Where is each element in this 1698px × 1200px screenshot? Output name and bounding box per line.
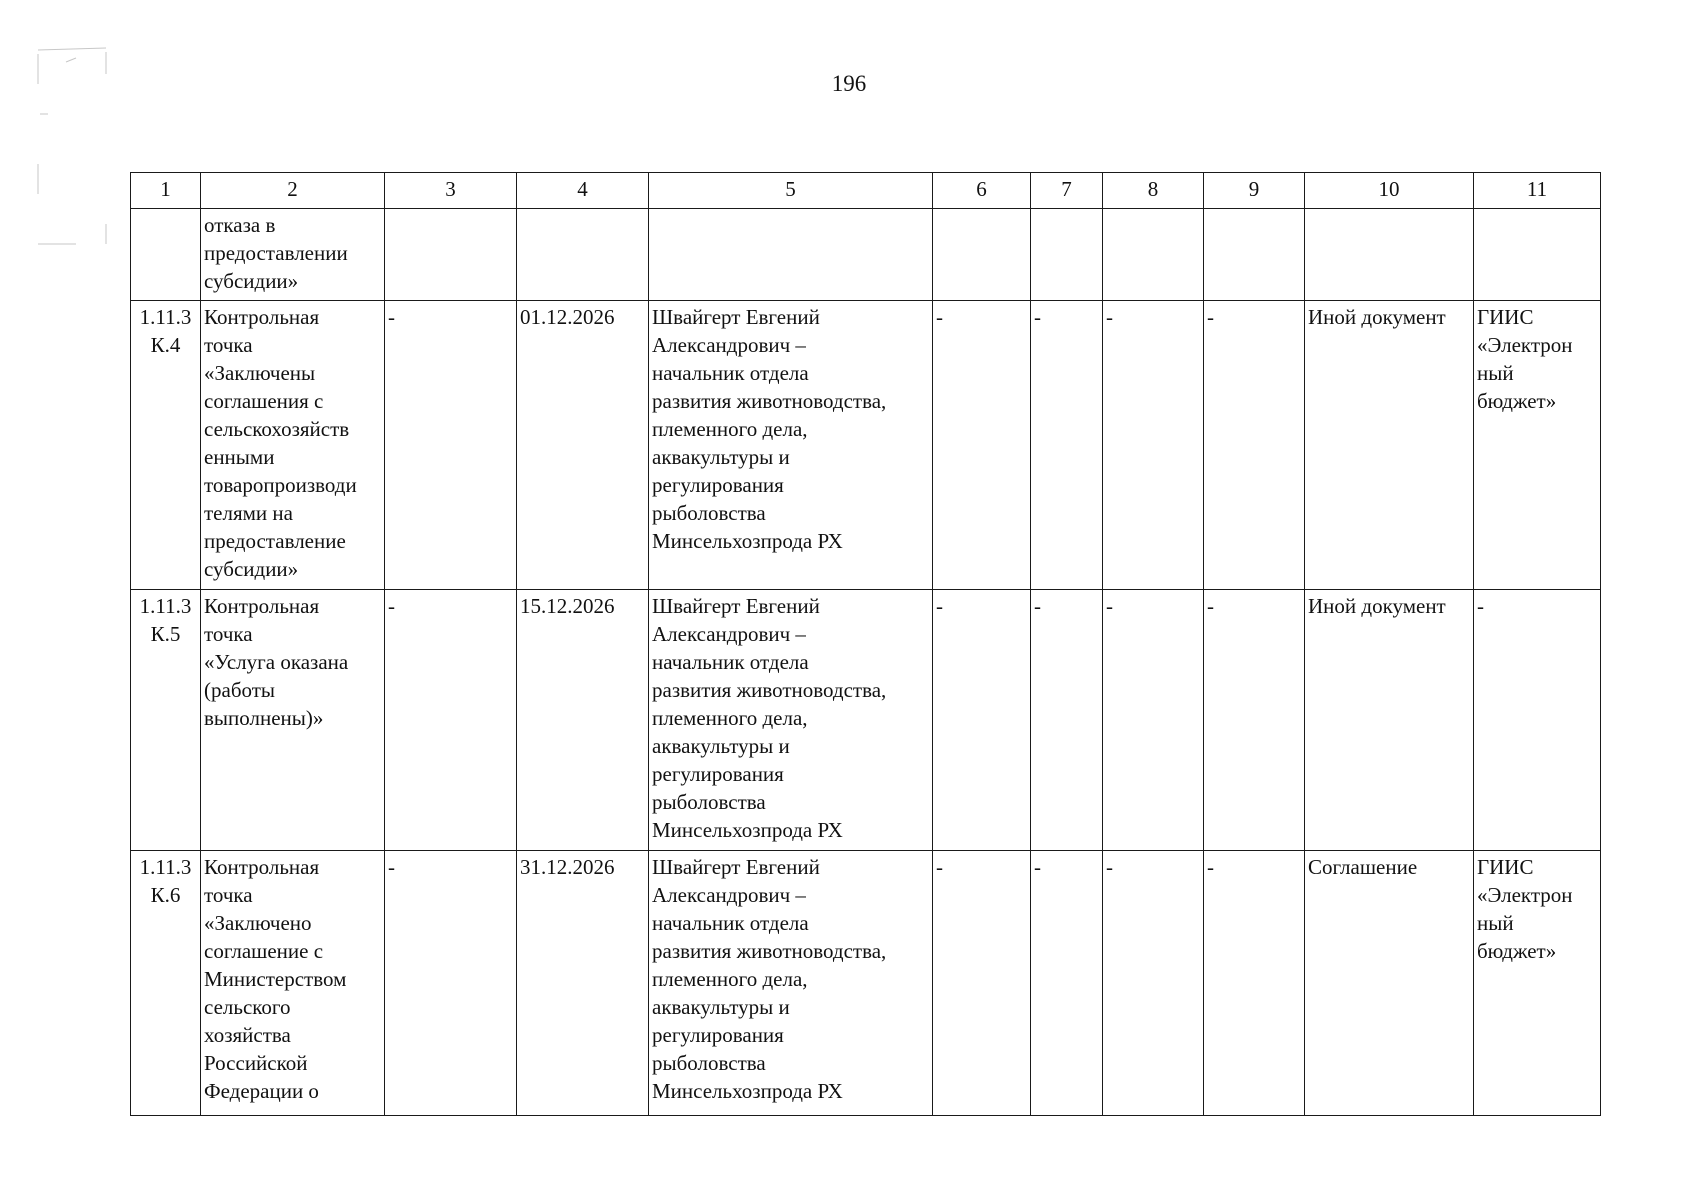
col9-cell: - — [1204, 590, 1305, 851]
doc-type-cell — [1305, 209, 1474, 301]
header-cell: 9 — [1204, 173, 1305, 209]
header-cell: 6 — [933, 173, 1031, 209]
doc-type-cell: Соглашение — [1305, 851, 1474, 1116]
responsible-cell: Швайгерт Евгений Александрович – начальник отдела развития животноводства, племенного дела, аквакультуры и регулирования рыболовства Минсельхозпрода РХ — [649, 590, 933, 851]
header-cell: 4 — [517, 173, 649, 209]
header-cell: 3 — [385, 173, 517, 209]
table-row — [131, 590, 1601, 851]
col6-cell: - — [933, 851, 1031, 1116]
col9-cell — [1204, 209, 1305, 301]
col3-cell: - — [385, 301, 517, 590]
col6-cell: - — [933, 301, 1031, 590]
col3-cell: - — [385, 851, 517, 1116]
date-cell — [517, 209, 649, 301]
date-cell: 01.12.2026 — [517, 301, 649, 590]
row-id-cell: 1.11.3 К.5 — [131, 590, 201, 851]
row-name-cell: отказа в предоставлении субсидии» — [201, 209, 385, 301]
col9-cell: - — [1204, 851, 1305, 1116]
col7-cell: - — [1031, 590, 1103, 851]
header-cell: 7 — [1031, 173, 1103, 209]
row-name-cell: Контрольная точка «Заключены соглашения с сельскохозяйств енными товаропроизводи телями на предоставление субсидии» — [201, 301, 385, 590]
responsible-cell: Швайгерт Евгений Александрович – начальник отдела развития животноводства, племенного дела, аквакультуры и регулирования рыболовства Минсельхозпрода РХ — [649, 301, 933, 590]
col3-cell: - — [385, 590, 517, 851]
header-cell: 10 — [1305, 173, 1474, 209]
header-cell: 8 — [1103, 173, 1204, 209]
system-cell — [1474, 209, 1601, 301]
table-row — [131, 301, 1601, 590]
responsible-cell: Швайгерт Евгений Александрович – начальник отдела развития животноводства, племенного дела, аквакультуры и регулирования рыболовства Минсельхозпрода РХ — [649, 851, 933, 1116]
row-id-cell — [131, 209, 201, 301]
page-number: 196 — [831, 71, 867, 96]
scan-artifact-mark — [36, 44, 112, 262]
col6-cell — [933, 209, 1031, 301]
responsible-cell — [649, 209, 933, 301]
row-id-cell: 1.11.3 К.4 — [131, 301, 201, 590]
header-cell: 5 — [649, 173, 933, 209]
table-row — [131, 209, 1601, 301]
system-cell: ГИИС «Электрон ный бюджет» — [1474, 851, 1601, 1116]
col7-cell: - — [1031, 301, 1103, 590]
col9-cell: - — [1204, 301, 1305, 590]
col3-cell — [385, 209, 517, 301]
date-cell: 31.12.2026 — [517, 851, 649, 1116]
col8-cell: - — [1103, 590, 1204, 851]
header-cell: 2 — [201, 173, 385, 209]
col7-cell: - — [1031, 851, 1103, 1116]
date-cell: 15.12.2026 — [517, 590, 649, 851]
col8-cell: - — [1103, 851, 1204, 1116]
col7-cell — [1031, 209, 1103, 301]
table-row — [131, 851, 1601, 1116]
system-cell: - — [1474, 590, 1601, 851]
table-header-row — [131, 173, 1601, 209]
header-cell: 1 — [131, 173, 201, 209]
row-name-cell: Контрольная точка «Услуга оказана (работы выполнены)» — [201, 590, 385, 851]
row-name-cell: Контрольная точка «Заключено соглашение с Министерством сельского хозяйства Российской Федерации о — [201, 851, 385, 1116]
col8-cell — [1103, 209, 1204, 301]
col6-cell: - — [933, 590, 1031, 851]
header-cell: 11 — [1474, 173, 1601, 209]
doc-type-cell: Иной документ — [1305, 590, 1474, 851]
document-table — [130, 172, 1601, 1116]
col8-cell: - — [1103, 301, 1204, 590]
system-cell: ГИИС «Электрон ный бюджет» — [1474, 301, 1601, 590]
row-id-cell: 1.11.3 К.6 — [131, 851, 201, 1116]
doc-type-cell: Иной документ — [1305, 301, 1474, 590]
